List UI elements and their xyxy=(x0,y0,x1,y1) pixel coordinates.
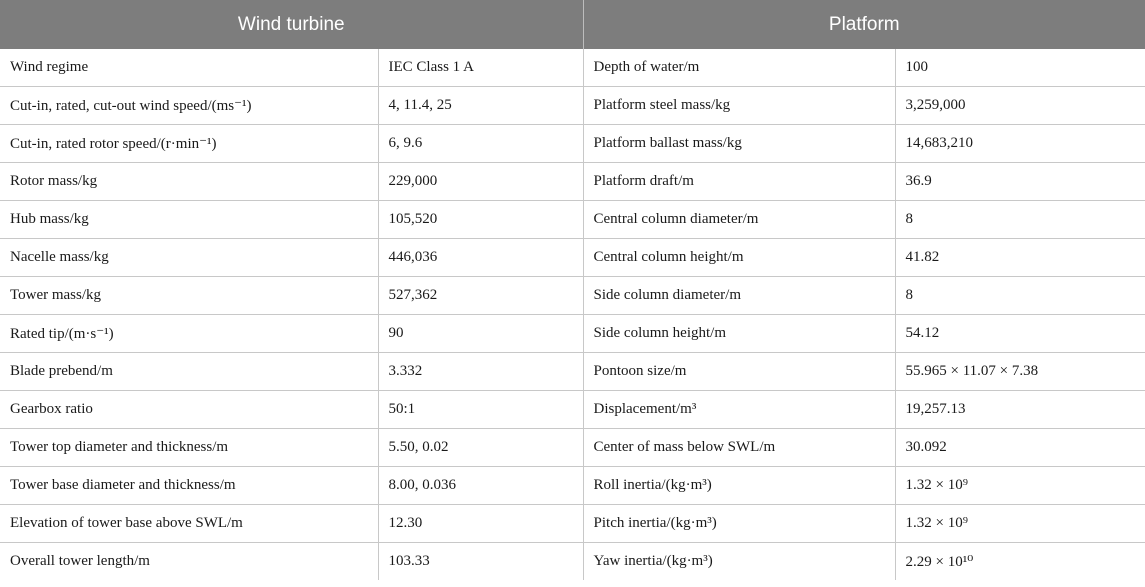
platform-parameter-cell: Platform steel mass/kg xyxy=(583,87,895,125)
turbine-value-cell: 229,000 xyxy=(378,163,583,201)
table-row xyxy=(0,49,1145,87)
table-row xyxy=(0,277,1145,315)
turbine-parameter-cell: Rotor mass/kg xyxy=(0,163,378,201)
platform-parameter-cell: Side column diameter/m xyxy=(583,277,895,315)
turbine-parameter-cell: Nacelle mass/kg xyxy=(0,239,378,277)
platform-parameter-cell: Platform draft/m xyxy=(583,163,895,201)
platform-parameter-cell: Depth of water/m xyxy=(583,49,895,87)
platform-value-cell: 19,257.13 xyxy=(895,391,1145,429)
platform-value-cell: 30.092 xyxy=(895,429,1145,467)
platform-value-cell: 8 xyxy=(895,277,1145,315)
turbine-value-cell: 527,362 xyxy=(378,277,583,315)
turbine-value-cell: 105,520 xyxy=(378,201,583,239)
turbine-parameter-cell: Cut-in, rated rotor speed/(r·min⁻¹) xyxy=(0,125,378,163)
table-row xyxy=(0,315,1145,353)
turbine-parameter-cell: Cut-in, rated, cut-out wind speed/(ms⁻¹) xyxy=(0,87,378,125)
platform-value-cell: 3,259,000 xyxy=(895,87,1145,125)
table-row xyxy=(0,543,1145,581)
platform-parameter-cell: Central column diameter/m xyxy=(583,201,895,239)
turbine-value-cell: 12.30 xyxy=(378,505,583,543)
platform-value-cell: 54.12 xyxy=(895,315,1145,353)
turbine-value-cell: IEC Class 1 A xyxy=(378,49,583,87)
table-row xyxy=(0,391,1145,429)
table-row xyxy=(0,239,1145,277)
turbine-value-cell: 4, 11.4, 25 xyxy=(378,87,583,125)
table-row xyxy=(0,163,1145,201)
platform-value-cell: 1.32 × 10⁹ xyxy=(895,505,1145,543)
platform-value-cell: 55.965 × 11.07 × 7.38 xyxy=(895,353,1145,391)
turbine-parameter-cell: Tower base diameter and thickness/m xyxy=(0,467,378,505)
platform-parameter-cell: Displacement/m³ xyxy=(583,391,895,429)
platform-value-cell: 36.9 xyxy=(895,163,1145,201)
wind-turbine-header: Wind turbine xyxy=(0,0,583,49)
platform-parameter-cell: Platform ballast mass/kg xyxy=(583,125,895,163)
turbine-value-cell: 3.332 xyxy=(378,353,583,391)
turbine-value-cell: 446,036 xyxy=(378,239,583,277)
table-header-row xyxy=(0,0,1145,49)
platform-parameter-cell: Pontoon size/m xyxy=(583,353,895,391)
turbine-parameter-cell: Wind regime xyxy=(0,49,378,87)
platform-value-cell: 2.29 × 10¹⁰ xyxy=(905,554,974,570)
platform-parameter-cell: Yaw inertia/(kg·m³) xyxy=(583,543,895,581)
platform-value-cell: 8 xyxy=(895,201,1145,239)
turbine-parameter-cell: Gearbox ratio xyxy=(0,391,378,429)
turbine-value-cell: 50:1 xyxy=(378,391,583,429)
table-row xyxy=(0,353,1145,391)
platform-parameter-cell: Side column height/m xyxy=(583,315,895,353)
table-row xyxy=(0,87,1145,125)
turbine-value-cell: 5.50, 0.02 xyxy=(378,429,583,467)
platform-parameter-cell: Roll inertia/(kg·m³) xyxy=(583,467,895,505)
turbine-value-cell: 6, 9.6 xyxy=(378,125,583,163)
platform-parameter-cell: Center of mass below SWL/m xyxy=(583,429,895,467)
turbine-value-cell: 8.00, 0.036 xyxy=(378,467,583,505)
table-row xyxy=(0,467,1145,505)
table-row xyxy=(0,505,1145,543)
platform-parameter-cell: Central column height/m xyxy=(583,239,895,277)
platform-parameter-cell: Pitch inertia/(kg·m³) xyxy=(583,505,895,543)
turbine-parameter-cell: Tower mass/kg xyxy=(0,277,378,315)
table-row xyxy=(0,429,1145,467)
turbine-parameter-cell: Rated tip/(m·s⁻¹) xyxy=(0,315,378,353)
table-row xyxy=(0,125,1145,163)
platform-value-cell: 41.82 xyxy=(895,239,1145,277)
turbine-parameter-cell: Overall tower length/m xyxy=(0,543,378,581)
turbine-value-cell: 90 xyxy=(378,315,583,353)
turbine-value-cell: 103.33 xyxy=(378,543,583,581)
table-row xyxy=(0,201,1145,239)
platform-value-cell: 14,683,210 xyxy=(895,125,1145,163)
table-body xyxy=(0,49,1145,580)
platform-value-cell: 100 xyxy=(895,49,1145,87)
platform-value-cell: 1.32 × 10⁹ xyxy=(895,467,1145,505)
turbine-parameter-cell: Tower top diameter and thickness/m xyxy=(0,429,378,467)
turbine-parameter-cell: Hub mass/kg xyxy=(0,201,378,239)
platform-header: Platform xyxy=(583,0,1145,49)
turbine-parameter-cell: Elevation of tower base above SWL/m xyxy=(0,505,378,543)
turbine-parameter-cell: Blade prebend/m xyxy=(0,353,378,391)
